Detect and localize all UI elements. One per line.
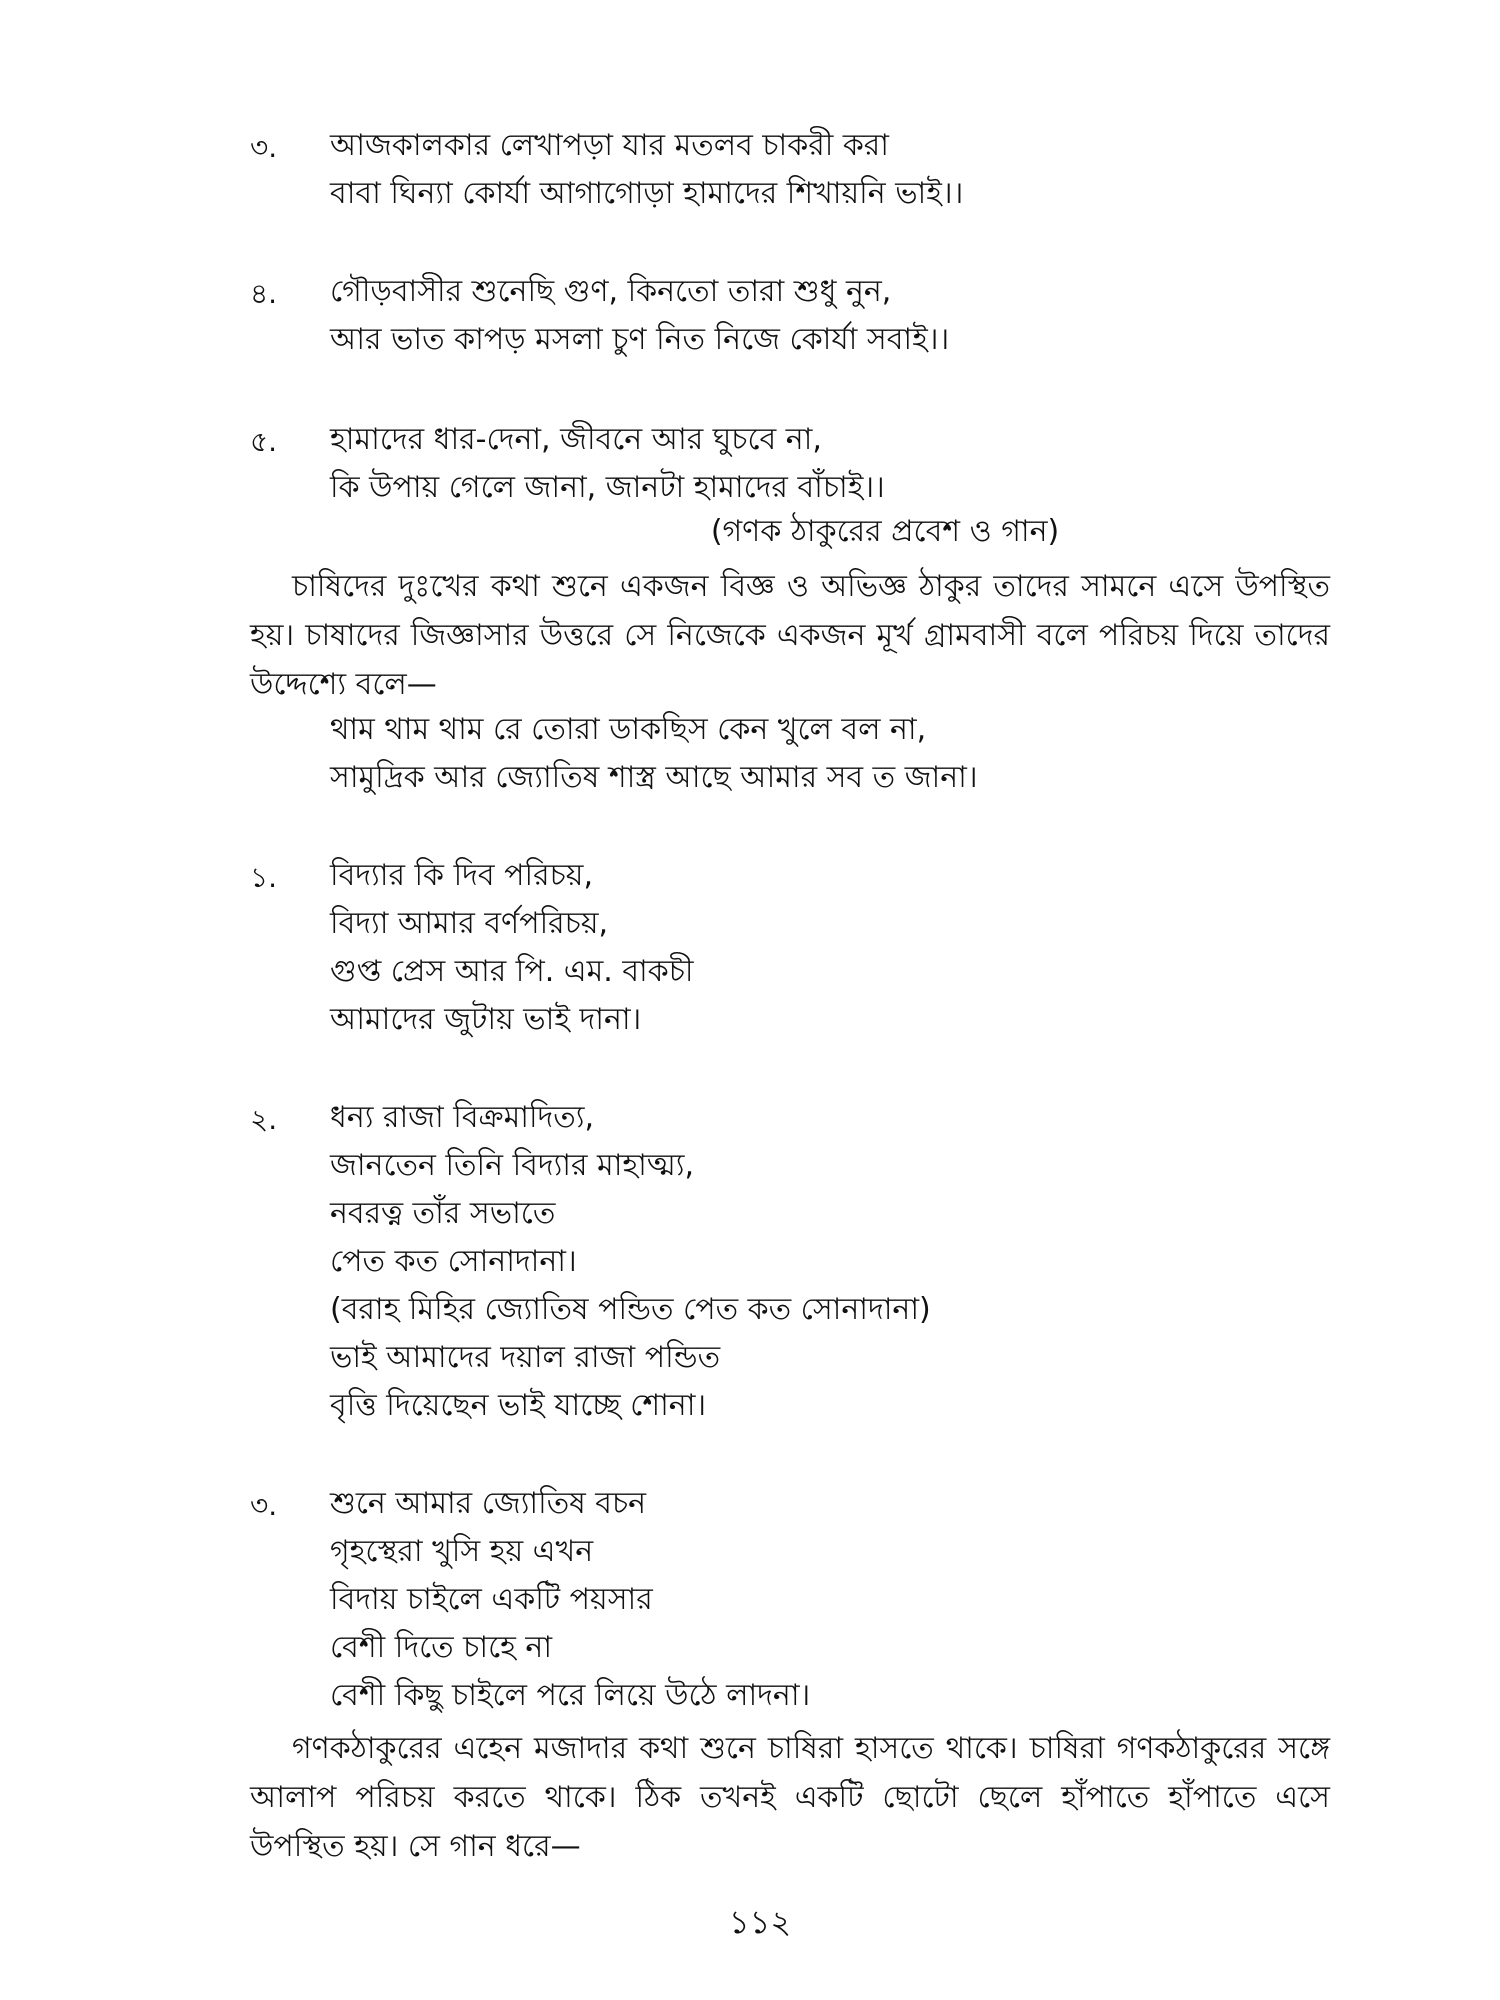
verse-line: ধন্য রাজা বিক্রমাদিত্য, bbox=[330, 1100, 595, 1135]
verse-line: আমাদের জুটায় ভাই দানা। bbox=[330, 1002, 642, 1037]
verse-number: ১. bbox=[250, 861, 278, 894]
verse-line: বিদায় চাইলে একটি পয়সার bbox=[330, 1582, 653, 1617]
verse-number: ৩. bbox=[250, 131, 278, 164]
verse-line: নবরত্ন তাঁর সভাতে bbox=[330, 1196, 556, 1231]
verse-number: ৫. bbox=[250, 425, 278, 458]
verse-line: হামাদের ধার-দেনা, জীবনে আর ঘুচবে না, bbox=[330, 422, 822, 457]
verse-line: বিদ্যা আমার বর্ণপরিচয়, bbox=[330, 906, 609, 941]
prose-paragraph: গণকঠাকুরের এহেন মজাদার কথা শুনে চাষিরা হাসতে থাকে। চাষিরা গণকঠাকুরের সঙ্গে আলাপ পরিচয় করতে থাকে। ঠিক তখনই একটি ছোটো ছেলে হাঁপাতে হাঁপাতে এসে উপস্থিত হয়। সে গান ধরে— bbox=[250, 1731, 1330, 1864]
verse-number: ২. bbox=[250, 1103, 278, 1136]
verse-line: গৃহস্থেরা খুসি হয় এখন bbox=[330, 1534, 594, 1569]
verse-line: আজকালকার লেখাপড়া যার মতলব চাকরী করা bbox=[330, 128, 890, 163]
page-number: ১১২ bbox=[728, 1903, 792, 1941]
verse-line: বেশী দিতে চাহে না bbox=[330, 1630, 553, 1665]
verse-line: বৃত্তি দিয়েছেন ভাই যাচ্ছে শোনা। bbox=[330, 1388, 707, 1423]
verse-line: গৌড়বাসীর শুনেছি গুণ, কিনতো তারা শুধু নুন, bbox=[330, 274, 892, 309]
verse-line: বিদ্যার কি দিব পরিচয়, bbox=[330, 858, 594, 893]
stage-direction: (গণক ঠাকুরের প্রবেশ ও গান) bbox=[710, 514, 1060, 549]
verse-line: জানতেন তিনি বিদ্যার মাহাত্ম্য, bbox=[330, 1148, 695, 1183]
verse-line: (বরাহ মিহির জ্যোতিষ পন্ডিত পেত কত সোনাদানা) bbox=[330, 1292, 931, 1327]
verse-line: শুনে আমার জ্যোতিষ বচন bbox=[330, 1486, 647, 1521]
verse-line: বাবা ঘিন্যা কোর্যা আগাগোড়া হামাদের শিখায়নি ভাই।। bbox=[330, 176, 964, 211]
refrain-line: সামুদ্রিক আর জ্যোতিষ শাস্ত্র আছে আমার সব ত জানা। bbox=[330, 760, 978, 795]
prose-paragraph: চাষিদের দুঃখের কথা শুনে একজন বিজ্ঞ ও অভিজ্ঞ ঠাকুর তাদের সামনে এসে উপস্থিত হয়। চাষাদের জিজ্ঞাসার উত্তরে সে নিজেকে একজন মূর্খ গ্রামবাসী বলে পরিচয় দিয়ে তাদের উদ্দেশ্যে বলে— bbox=[250, 569, 1330, 702]
verse-number: ৪. bbox=[250, 277, 278, 310]
verse-line: আর ভাত কাপড় মসলা চুণ নিত নিজে কোর্যা সবাই।। bbox=[330, 322, 950, 357]
refrain-line: থাম থাম থাম রে তোরা ডাকছিস কেন খুলে বল না, bbox=[330, 712, 927, 747]
verse-line: বেশী কিছু চাইলে পরে লিয়ে উঠে লাদনা। bbox=[330, 1678, 811, 1713]
verse-line: ভাই আমাদের দয়াল রাজা পন্ডিত bbox=[330, 1340, 721, 1375]
verse-line: কি উপায় গেলে জানা, জানটা হামাদের বাঁচাই।। bbox=[330, 470, 885, 505]
verse-line: পেত কত সোনাদানা। bbox=[330, 1244, 577, 1279]
verse-number: ৩. bbox=[250, 1489, 278, 1522]
verse-line: গুপ্ত প্রেস আর পি. এম. বাকচী bbox=[330, 954, 694, 989]
